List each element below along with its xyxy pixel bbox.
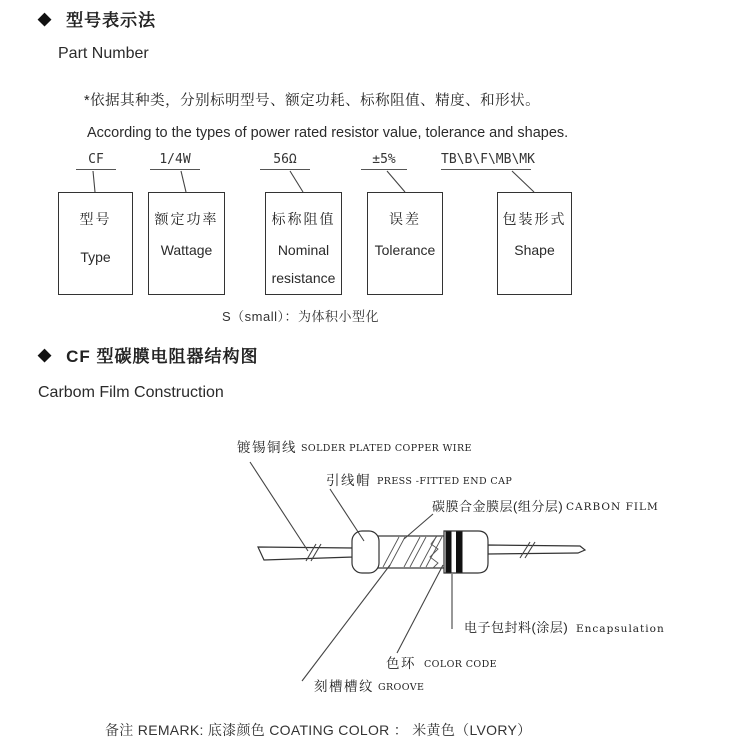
connector-line-tolerance <box>387 171 405 192</box>
code-label-resistance: 56Ω <box>260 152 310 170</box>
label-groove-en: GROOVE <box>378 682 425 693</box>
pn-box-type-en: Type <box>80 249 111 265</box>
code-label-shape: TB\B\F\MB\MK <box>441 152 531 170</box>
label-end-cap-cn: 引线帽 <box>326 473 371 488</box>
pn-box-wattage-en: Wattage <box>160 242 213 258</box>
label-copper-wire-en: SOLDER PLATED COPPER WIRE <box>301 443 472 454</box>
leader-end-cap <box>330 489 364 541</box>
label-copper-wire-cn: 镀锡铜线 <box>237 440 297 455</box>
diamond-bullet-icon: ◆ <box>38 344 53 364</box>
leader-copper-wire <box>250 462 308 551</box>
connector-line-resistance <box>290 171 303 192</box>
code-label-tolerance: ±5% <box>361 152 407 170</box>
label-end-cap-en: PRESS -FITTED END CAP <box>377 476 513 487</box>
diamond-bullet-icon: ◆ <box>38 8 53 28</box>
right-lead-wire <box>488 545 585 554</box>
section2-heading <box>38 342 258 367</box>
section2-title-en: Carbom Film Construction <box>38 384 224 401</box>
small-size-footnote: S（small）：为体积小型化 <box>222 309 380 324</box>
pn-box-resistance-cn: 标称阻值 <box>271 211 336 227</box>
pn-box-resistance-en2: resistance <box>271 270 336 286</box>
pn-box-resistance-en: Nominal <box>277 242 330 258</box>
left-lead-wire <box>258 547 353 560</box>
color-band <box>446 532 452 573</box>
leader-carbon-film <box>404 514 433 539</box>
code-label-type: CF <box>76 152 116 170</box>
section2-title-cn: CF 型碳膜电阻器结构图 <box>66 347 259 366</box>
label-encapsulation-en: Encapsulation <box>576 623 665 635</box>
code-label-wattage: 1/4W <box>150 152 200 170</box>
pn-box-tolerance <box>367 192 443 295</box>
connector-line-wattage <box>181 171 186 192</box>
resistor-construction-diagram <box>0 425 743 715</box>
label-color-code-en: COLOR CODE <box>424 659 497 670</box>
pn-box-type-cn: 型号 <box>79 211 112 227</box>
pn-box-tolerance-en: Tolerance <box>374 242 436 258</box>
pn-box-shape-en: Shape <box>514 242 555 258</box>
pn-box-shape-cn: 包装形式 <box>502 211 567 227</box>
label-encapsulation-cn: 电子包封料(涂层) <box>464 620 569 635</box>
pn-box-wattage <box>148 192 225 295</box>
connector-line-type <box>93 171 95 192</box>
section1-heading <box>38 6 156 31</box>
section1-title-cn: 型号表示法 <box>66 11 157 30</box>
pn-box-tolerance-cn: 误差 <box>389 211 421 227</box>
pn-box-resistance <box>265 192 342 295</box>
pn-box-type <box>58 192 133 295</box>
label-groove-cn: 刻槽槽纹 <box>314 679 374 694</box>
leader-color-code <box>397 565 443 653</box>
section1-note-cn: *依据其种类，分别标明型号、额定功耗、标称阻值、精度、和形状。 <box>84 93 541 109</box>
remark-line: 备注 REMARK: 底漆颜色 COATING COLOR ： 米黄色（LVORY） <box>105 722 532 738</box>
label-carbon-film-cn: 碳膜合金膜层(组分层) <box>432 499 564 514</box>
connector-line-shape <box>512 171 534 192</box>
pn-box-wattage-cn: 额定功率 <box>154 211 219 227</box>
pn-box-shape <box>497 192 572 295</box>
left-end-cap <box>352 531 379 573</box>
label-carbon-film-en: CARBON FILM <box>566 501 659 513</box>
color-band <box>456 532 463 573</box>
section1-note-en: According to the types of power rated resistor value, tolerance and shapes. <box>87 125 569 141</box>
section1-title-en: Part Number <box>58 45 149 62</box>
label-color-code-cn: 色环 <box>386 656 416 671</box>
leader-groove <box>302 565 390 681</box>
